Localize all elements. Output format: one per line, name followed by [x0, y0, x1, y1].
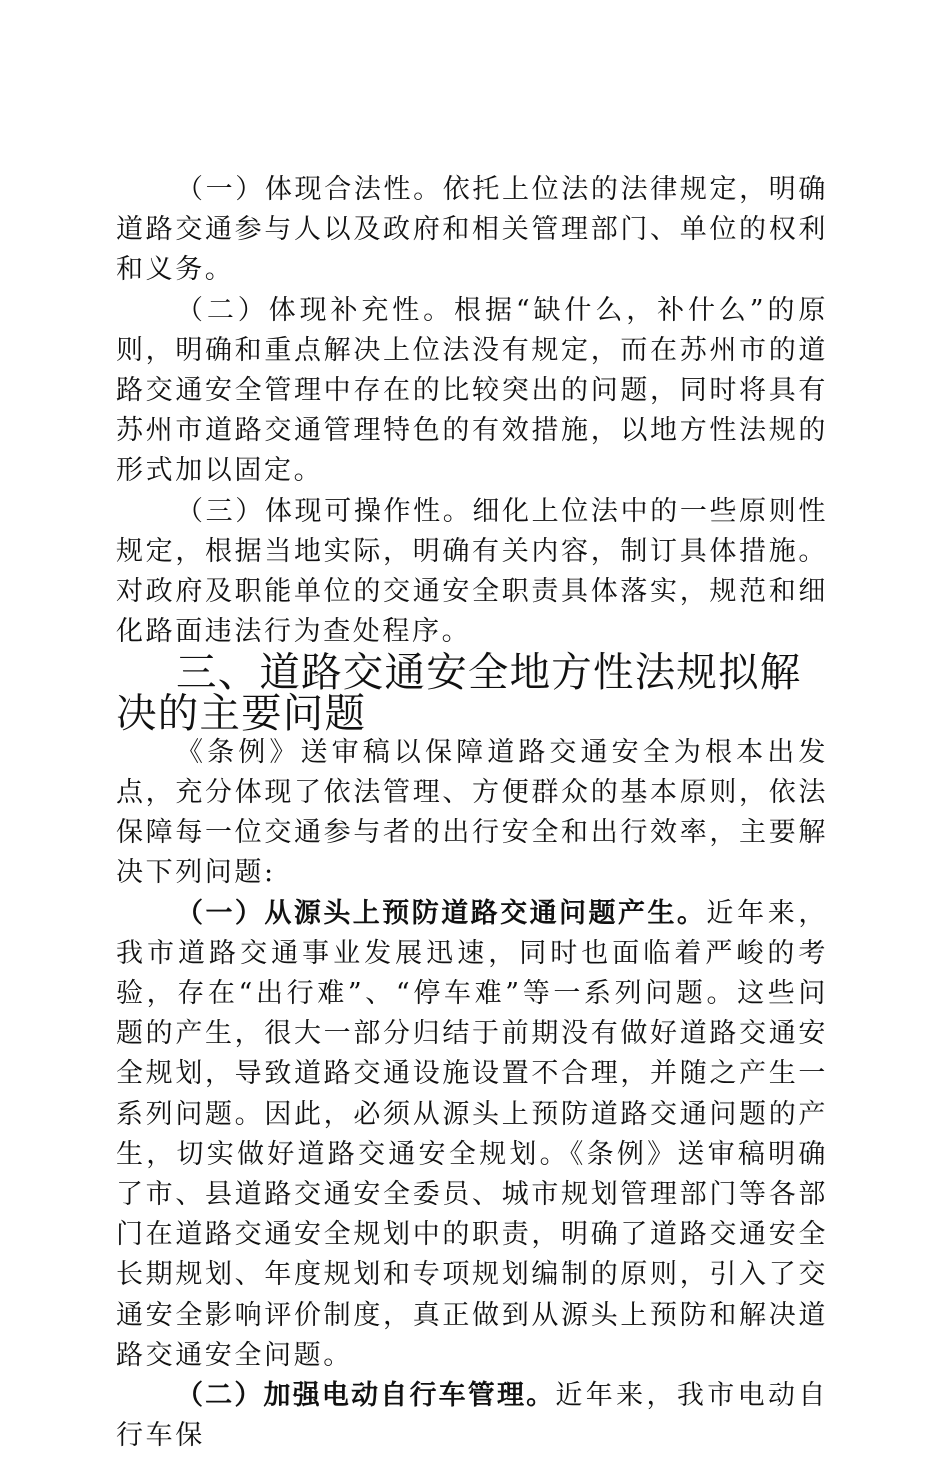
paragraph-legality: （一）体现合法性。依托上位法的法律规定，明确道路交通参与人以及政府和相关管理部门、单位的权利和义务。 — [116, 174, 828, 286]
paragraph-operability: （三）体现可操作性。细化上位法中的一些原则性规定，根据当地实际，明确有关内容，制订具体措施。对政府及职能单位的交通安全职责具体落实，规范和细化路面违法行为查处程序。 — [116, 495, 828, 648]
item-ebike-management — [116, 1376, 828, 1456]
item-source-prevention — [116, 894, 828, 1376]
item-source-prevention-body: 近年来，我市道路交通事业发展迅速，同时也面临着严峻的考验，存在“出行难”、“停车难”等一系列问题。这些问题的产生，很大一部分归结于前期没有做好道路交通安全规划，导致道路交通设施设置不合理，并随之产生一系列问题。因此，必须从源头上预防道路交通问题的产生，切实做好道路交通安全规划。《条例》送审稿明确了市、县道路交通安全委员、城市规划管理部门等各部门在道路交通安全规划中的职责，明确了道路交通安全长期规划、年度规划和专项规划编制的原则，引入了交通安全影响评价制度，真正做到从源头上预防和解决道路交通安全问题。 — [116, 897, 829, 1371]
section-3-intro: 《条例》送审稿以保障道路交通安全为根本出发点，充分体现了依法管理、方便群众的基本原则，依法保障每一位交通参与者的出行安全和出行效率，主要解决下列问题: — [116, 736, 828, 889]
item-ebike-management-lead: （二）加强电动自行车管理。 — [176, 1380, 556, 1412]
document-body — [116, 170, 828, 1457]
item-ebike-management-body: 近年来，我市电动自行车保 — [116, 1380, 829, 1452]
section-heading-3: 三、道路交通安全地方性法规拟解决的主要问题 — [116, 648, 802, 737]
paragraph-supplementary: （二）体现补充性。根据“缺什么，补什么”的原则，明确和重点解决上位法没有规定，而在苏州市的道路交通安全管理中存在的比较突出的问题，同时将具有苏州市道路交通管理特色的有效措施，以地方性法规的形式加以固定。 — [116, 294, 828, 487]
item-source-prevention-lead: （一）从源头上预防道路交通问题产生。 — [176, 897, 707, 929]
